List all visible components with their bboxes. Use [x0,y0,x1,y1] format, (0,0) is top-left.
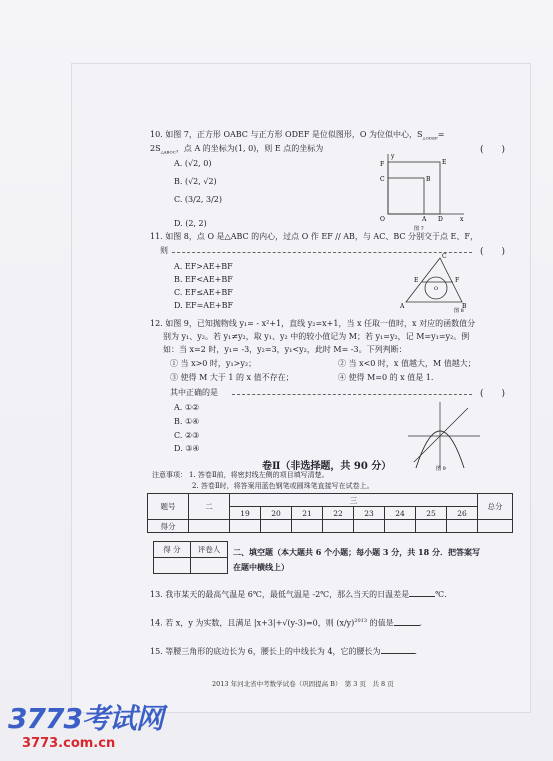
score-cell-q24[interactable] [385,520,416,533]
fig9-caption: 图 9 [436,466,446,472]
q12-prompt: 其中正确的是 [170,388,218,397]
q13-answer-blank[interactable] [409,588,435,597]
score-header-question: 题号 [148,494,189,520]
fig8-label-b: B [462,303,467,310]
q14-answer-blank[interactable] [394,617,420,626]
q12-judgement-2: ② 当 x<0 时，x 值越大，M 值越大； [338,359,476,368]
fig7-label-a: A [422,216,427,223]
fig8-label-o: O [434,286,439,292]
score-cell-q20[interactable] [261,520,292,533]
q12-dotted-leader [232,394,472,395]
q14: 14. 若 x，y 为实数，且满足 |x+3|+√(y-3)=0，则 $(x/y)^{2013}$ 的值是 ． [150,618,428,628]
q10-answer-paren: ( ) [480,145,506,155]
q10-option-a: A. (√2, 0) [174,159,212,168]
score-cell-q21[interactable] [292,520,323,533]
fig7-caption: 图 7 [414,226,424,232]
score-cell-q22[interactable] [323,520,354,533]
fill-section-title: 二、填空题（本大题共 6 个小题；每小题 3 分，共 18 分．把答案写 [233,547,480,557]
fig7-label-o: O [380,216,385,223]
fig8-label-a: A [400,303,405,310]
fig7-label-f: F [380,161,385,168]
score-cell-total[interactable] [478,520,513,533]
q12-option-d: D. ③④ [174,444,200,453]
watermark-logo: 3773考试网 [8,702,163,735]
q10-option-b: B. (√2, √2) [174,177,217,186]
fig7-label-x: x [460,216,464,223]
score-header-q25: 25 [416,507,447,520]
q15: 15. 等腰三角形的底边长为 6，腰长上的中线长为 4，它的腰长为 ． [150,647,423,656]
q12-line3: 如：当 x=2 时，y₁= -3，y₂=3，y₁<y₂，此时 M= -3。下列判断： [163,345,407,354]
notes-label: 注意事项： 1. 答卷Ⅱ前，将密封线左侧的项目填写清楚。 [152,471,329,479]
q12-judgement-1: ① 当 x>0 时，y₁>y₂； [170,359,257,368]
q12-answer-paren: ( ) [480,389,506,399]
score-header-q20: 20 [261,507,292,520]
q12-option-a: A. ①② [174,403,200,412]
q11-line1: 11. 如图 8，点 O 是△ABC 的内心，过点 O 作 EF // AB，与 AC、BC 分别交于点 E、F， [150,232,478,241]
fig7-label-c: C [380,176,385,183]
q10-line2: $2S_{\triangle ABOC}$，点 A 的坐标为(1, 0)，则 E 点的坐标为 [150,144,324,155]
note-2: 2. 答卷Ⅱ时，将答案用蓝色钢笔或圆珠笔直接写在试卷上。 [192,482,374,490]
fig8-label-c: C [442,253,447,260]
score-header-q22: 22 [323,507,354,520]
fig8-label-e: E [414,277,419,284]
part2-title: 卷Ⅱ（非选择题，共 90 分） [262,461,392,472]
q12-option-c: C. ②③ [174,431,200,440]
figure-8-triangle [398,252,472,314]
q12-line2: 别为 y₁、y₂。若 y₁≠y₂，取 y₁、y₂ 中的较小值记为 M；若 y₁=y₂，记 M=y₁=y₂。例 [163,332,470,341]
q12-option-b: B. ①④ [174,417,200,426]
q11-option-a: A. EF>AE+BF [174,262,233,271]
grader-score-label: 得 分 [154,542,191,558]
score-cell-q26[interactable] [447,520,478,533]
fill-section-title-2: 在题中横线上） [233,562,289,572]
score-header-q26: 26 [447,507,478,520]
q11-option-d: D. EF=AE+BF [174,301,234,310]
grader-name-label: 评卷人 [191,542,228,558]
grader-score-cell[interactable] [154,558,191,574]
score-cell-q19[interactable] [230,520,261,533]
q12-judgement-4: ④ 使得 M=0 的 x 值是 1. [338,373,434,382]
q10-option-c: C. (3/2, 3/2) [174,195,222,204]
q12-judgement-3: ③ 使得 M 大于 1 的 x 值不存在； [170,373,294,382]
fig8-label-f: F [455,277,460,284]
fig8-caption: 图 8 [454,308,464,314]
score-cell-q23[interactable] [354,520,385,533]
fig7-label-y: y [391,153,395,160]
q12-line1: 12. 如图 9，已知抛物线 y₁= - x²+1，直线 y₂=x+1，当 x 任取一值时，x 对应的函数值分 [150,319,476,328]
score-header-total: 总分 [478,494,513,520]
q15-answer-blank[interactable] [381,645,415,654]
grader-table [153,541,228,574]
figure-9-parabola-line [406,400,482,472]
q11-option-b: B. EF<AE+BF [174,275,233,284]
figure-7-squares [374,150,474,232]
score-cell-q25[interactable] [416,520,447,533]
score-header-q21: 21 [292,507,323,520]
fig7-label-e: E [442,159,447,166]
score-header-q23: 23 [354,507,385,520]
q11-answer-paren: ( ) [480,247,506,257]
score-header-section-two: 二 [189,494,230,520]
score-header-section-three: 三 [230,494,478,507]
fig7-label-b: B [426,176,431,183]
score-table [147,493,513,533]
q10-option-d: D. (2, 2) [174,219,207,228]
score-header-q19: 19 [230,507,261,520]
watermark-url: 3773.com.cn [22,736,116,751]
fig7-label-d: D [438,216,443,223]
grader-name-cell[interactable] [191,558,228,574]
q11-line2: 则 [160,246,168,255]
q11-option-c: C. EF≤AE+BF [174,288,233,297]
score-cell-two[interactable] [189,520,230,533]
score-header-q24: 24 [385,507,416,520]
page-footer: 2013 年河北省中考数学试卷（巩固提高 B） 第 3 页 共 8 页 [212,680,394,688]
q13: 13. 我市某天的最高气温是 6℃，最低气温是 -2℃，那么当天的日温差是 ℃． [150,590,453,599]
q10-line1: 10. 如图 7，正方形 OABC 与正方形 ODEF 是位似图形，O 为位似中心，$S_{\triangle ODEF}=$ [150,130,445,141]
score-row-label: 得分 [148,520,189,533]
